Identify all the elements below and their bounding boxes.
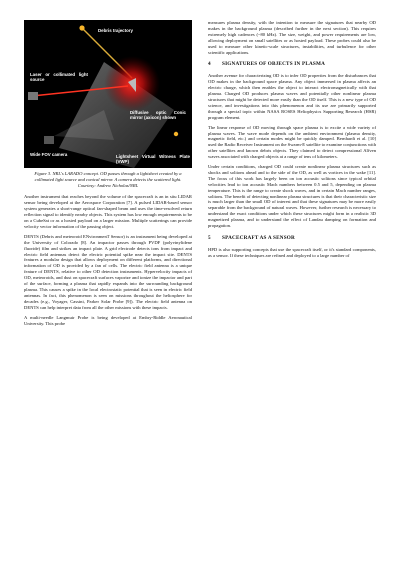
right-column [208, 20, 376, 263]
section-heading-5 [208, 236, 376, 242]
left-paragraph-2: DENTS (Debris and meteoroid ENvironmenT Sensor) is an instrument being developed at the University of Colorado [8]. An impactor passes through PVDF (polyvinylidene fluoride) film and strikes an impact plate. A grid electrode detects ions from impact and electric field antennas detect the electric potential spike near the impact site. DENTS features a modular design that allows deployment on different platforms, and directional information of OD is provided by a fan of cells. The electric field antenna is a unique feature of DENTS, relative to other OD detection instruments. Hypervelocity impacts of OD, meteoroids, and dust on spacecraft surfaces vaporize and ionize the impactor and part of the surface, forming a plasma that rapidly expands into the surrounding background plasma. This causes a spike in the local electrostatic potential that is seen in electric field antennas. In fact, this phenomenon is seen on missions throughout the heliosphere for decades (e.g., Voyager, Cassini, Parker Solar Probe [9]). The electric field antenna on DENTS can help interpret data from all the other missions with these impacts. [24, 233, 192, 310]
label-diffusive-optic: Diffusive optic Conic mirror (axicon) shown [130, 110, 186, 120]
debris-object [79, 25, 84, 30]
section-number-5: 5 [208, 235, 211, 241]
section-title-4: SIGNATURES OF OBJECTS IN PLASMA [222, 61, 326, 68]
left-paragraph-3: A multi-needle Langmuir Probe is being developed at Embry-Riddle Aeronautical University. This probe [24, 314, 192, 326]
right-paragraph-1: measures plasma density, with the intention to measure the signatures that nearby OD makes in the background plasma (described further in the next section). This requires extremely high cadences (~80 kHz). The size, weight, and power requirements are low, allowing deployment on small satellites or as hosted payload. These probes could also be used to measure other kinetic-scale structures, instabilities, and turbulence for other scientific applications. [208, 20, 376, 55]
left-paragraph-1: Another instrument that reaches beyond the volume of the spacecraft is an in situ LIDAR sensor being developed at the Aerospace Corporation [7]. A pulsed LIDAR-based sensor system generates a short-range optical fan-shaped beam and uses the time-resolved return reflection signal to identify nearby objects. This system has low enough requirements to be on a CubeSat or as a hosted payload on a larger mission. Multiple scatterings can provide velocity vector information of the passing object. [24, 194, 192, 229]
right-paragraph-3: The linear response of OD moving through space plasma is to excite a wide variety of plasma waves. The wave mode depends on the ambient environment (plasma density, magnetic field, etc.) and certain modes might be quickly damped. Bernhardt et al. [10] used the Radio Receiver Instrument on the Swarm-E satellite to examine conjunctions with other satellites and known debris objects. They claimed to detect compressional Alfven waves associated with charged objects at a range of tens of kilometers. [208, 124, 376, 160]
camera-body [44, 136, 54, 144]
label-laser-source: Laser or collimated light source [30, 72, 88, 82]
label-debris-trajectory: Debris trajectory [98, 28, 133, 33]
label-fov-camera: Wide FOV camera [30, 152, 68, 157]
right-paragraph-2: Another avenue for characterizing OD is to infer OD properties from the disturbances that OD makes in the background space plasma. Any object immersed in plasma affects an electric charge, which then enables the object to interact electromagnetically with that plasma. Charged OD produces plasma waves and potentially other nonlinear plasma structures that might be detected more easily than the OD itself. This is a new type of OD science, and investigations into this phenomenon and its use are primarily supported through a special topic within NASA ROSES Heliophysics Supporting Research (HSR) program element. [208, 73, 376, 120]
right-paragraph-4: Under certain conditions, charged OD could create nonlinear plasma structures such as shocks and solitons ahead and to the side of the OD, as well as vortices in the wake [11]. The focus of this work has largely been on ion acoustic solitons since typical orbital velocities lead to ion acoustic Mach numbers between 0.5 and 5, depending on plasma temperature. This is the range to create shock waves, and in certain Mach number ranges, solitons. The benefit of detecting nonlinear plasma structures is that their characteristic size is much larger than the small OD of interest and that these signatures may be more easily separable from the background of natural waves. However, further research is necessary to understand the exact conditions under which these structures might form in a realistic 3D magnetized plasma, and to understand the effect of Landau damping on formation and propagation. [208, 164, 376, 229]
laser-source [28, 92, 38, 100]
section-heading-4 [208, 62, 376, 68]
left-column [24, 20, 192, 330]
label-lightsheet: Lightsheet Virtual Witness Plate (VWP) [116, 154, 190, 164]
larado-diagram [24, 20, 192, 168]
figure-caption: Figure 3. NRL's LARADO concept. OD passes through a lightsheet created by a collimated light source and conical mirror. A camera detects the scattered light. Courtesy: Andrew Nicholas/NRL [34, 171, 182, 188]
section-number-4: 4 [208, 61, 211, 68]
debris-object-2 [174, 132, 178, 136]
larado-figure [24, 20, 192, 168]
right-paragraph-5: HPD is also supporting concepts that use the spacecraft itself, or it's standard components, as a sensor. If these techniques are refined and deployed to a large number of [208, 246, 376, 258]
section-title-5: SPACECRAFT AS A SENSOR [222, 235, 295, 241]
